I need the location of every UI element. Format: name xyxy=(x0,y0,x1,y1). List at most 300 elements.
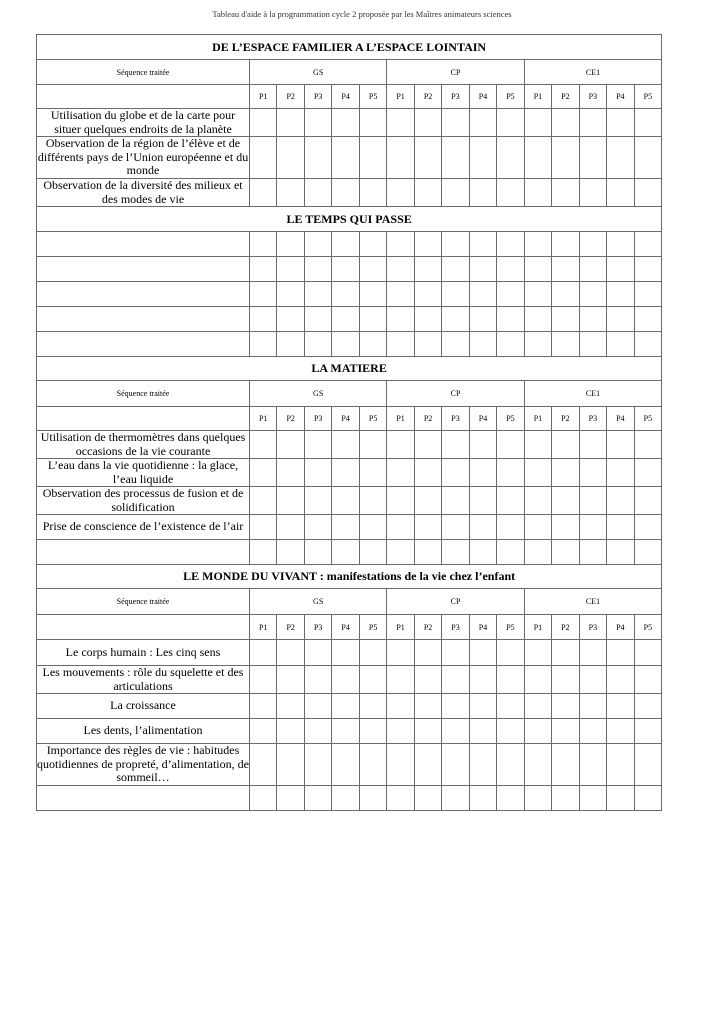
period-cell xyxy=(552,786,579,811)
empty-cell xyxy=(37,85,250,109)
period-cell xyxy=(607,232,634,257)
sequence-label: Les mouvements : rôle du squelette et des articulations xyxy=(37,666,250,694)
sequence-label xyxy=(37,786,250,811)
period-cell xyxy=(579,640,606,666)
section-title: LE MONDE DU VIVANT : manifestations de la vie chez l’enfant xyxy=(37,565,662,589)
period-cell xyxy=(442,282,469,307)
period-cell xyxy=(332,540,359,565)
period-header: P4 xyxy=(332,615,359,640)
period-cell xyxy=(332,431,359,459)
period-cell xyxy=(497,332,524,357)
period-header-row xyxy=(37,615,662,640)
period-cell xyxy=(414,332,441,357)
period-cell xyxy=(579,109,606,137)
table-row xyxy=(37,431,662,459)
period-cell xyxy=(277,431,304,459)
period-cell xyxy=(524,282,551,307)
empty-cell xyxy=(37,407,250,431)
period-cell xyxy=(524,137,551,179)
period-cell xyxy=(304,431,331,459)
period-cell xyxy=(304,137,331,179)
period-cell xyxy=(304,487,331,515)
period-cell xyxy=(304,232,331,257)
section-title: LE TEMPS QUI PASSE xyxy=(37,207,662,232)
period-cell xyxy=(250,694,277,719)
period-cell xyxy=(469,666,496,694)
table-row xyxy=(37,515,662,540)
period-cell xyxy=(359,786,386,811)
period-cell xyxy=(442,459,469,487)
period-header: P2 xyxy=(552,615,579,640)
period-cell xyxy=(250,744,277,786)
period-cell xyxy=(442,515,469,540)
period-cell xyxy=(552,459,579,487)
period-cell xyxy=(414,540,441,565)
period-cell xyxy=(607,786,634,811)
sequence-label: Prise de conscience de l’existence de l’air xyxy=(37,515,250,540)
period-header: P1 xyxy=(524,407,551,431)
period-cell xyxy=(469,540,496,565)
period-cell xyxy=(359,694,386,719)
period-cell xyxy=(277,109,304,137)
period-header: P5 xyxy=(359,615,386,640)
period-header: P2 xyxy=(277,615,304,640)
period-cell xyxy=(387,307,414,332)
empty-cell xyxy=(37,615,250,640)
period-header: P1 xyxy=(250,85,277,109)
period-cell xyxy=(524,257,551,282)
period-cell xyxy=(250,232,277,257)
period-header: P1 xyxy=(524,615,551,640)
period-cell xyxy=(359,719,386,744)
period-cell xyxy=(332,332,359,357)
period-cell xyxy=(469,137,496,179)
period-cell xyxy=(250,257,277,282)
sequence-label: Importance des règles de vie : habitudes quotidiennes de propreté, d’alimentation, de sommeil… xyxy=(37,743,249,785)
period-cell xyxy=(634,282,662,307)
period-cell xyxy=(607,540,634,565)
section-title: DE L’ESPACE FAMILIER A L’ESPACE LOINTAIN xyxy=(37,35,662,60)
period-cell xyxy=(579,666,606,694)
period-cell xyxy=(414,719,441,744)
period-cell xyxy=(414,137,441,179)
period-cell xyxy=(277,719,304,744)
sequence-label xyxy=(37,257,250,282)
period-cell xyxy=(387,640,414,666)
period-header: P5 xyxy=(497,407,524,431)
period-cell xyxy=(469,744,496,786)
period-cell xyxy=(634,459,662,487)
period-header: P3 xyxy=(442,615,469,640)
table-row xyxy=(37,694,662,719)
period-cell xyxy=(469,640,496,666)
period-cell xyxy=(552,744,579,786)
level-header: GS xyxy=(250,60,387,85)
period-cell xyxy=(497,459,524,487)
period-cell xyxy=(634,109,662,137)
period-header: P2 xyxy=(414,407,441,431)
period-cell xyxy=(634,694,662,719)
period-cell xyxy=(414,515,441,540)
period-cell xyxy=(359,540,386,565)
period-cell xyxy=(250,431,277,459)
sequence-label: L’eau dans la vie quotidienne : la glace, l’eau liquide xyxy=(37,459,250,487)
period-cell xyxy=(524,666,551,694)
period-cell xyxy=(607,487,634,515)
period-cell xyxy=(524,515,551,540)
period-cell xyxy=(414,640,441,666)
table-row xyxy=(37,540,662,565)
period-cell xyxy=(469,694,496,719)
period-cell xyxy=(579,786,606,811)
period-cell xyxy=(552,257,579,282)
level-header: GS xyxy=(250,381,387,407)
period-header: P1 xyxy=(387,85,414,109)
period-cell xyxy=(524,109,551,137)
period-cell xyxy=(579,515,606,540)
period-cell xyxy=(524,232,551,257)
period-cell xyxy=(277,232,304,257)
level-header-row xyxy=(37,60,662,85)
period-cell xyxy=(359,431,386,459)
period-cell xyxy=(607,431,634,459)
period-cell xyxy=(579,179,606,207)
period-cell xyxy=(469,109,496,137)
period-cell xyxy=(442,540,469,565)
period-cell xyxy=(304,719,331,744)
period-cell xyxy=(250,459,277,487)
period-cell xyxy=(634,431,662,459)
period-cell xyxy=(634,232,662,257)
period-cell xyxy=(304,282,331,307)
period-cell xyxy=(579,307,606,332)
period-cell xyxy=(250,179,277,207)
period-header: P5 xyxy=(497,85,524,109)
period-cell xyxy=(607,459,634,487)
period-cell xyxy=(497,307,524,332)
period-cell xyxy=(497,179,524,207)
period-header: P5 xyxy=(634,85,662,109)
sequence-label: Les dents, l’alimentation xyxy=(37,719,250,744)
period-cell xyxy=(387,540,414,565)
period-cell xyxy=(634,640,662,666)
period-cell xyxy=(277,307,304,332)
sequence-label xyxy=(37,332,250,357)
period-cell xyxy=(387,666,414,694)
period-cell xyxy=(304,640,331,666)
sequence-label: Utilisation de thermomètres dans quelques occasions de la vie courante xyxy=(37,431,250,459)
period-cell xyxy=(332,744,359,786)
period-cell xyxy=(579,540,606,565)
period-cell xyxy=(469,307,496,332)
period-cell xyxy=(497,694,524,719)
period-cell xyxy=(497,640,524,666)
period-cell xyxy=(414,307,441,332)
period-cell xyxy=(414,179,441,207)
period-cell xyxy=(442,640,469,666)
period-cell xyxy=(250,282,277,307)
period-cell xyxy=(332,179,359,207)
period-cell xyxy=(497,109,524,137)
table-row xyxy=(37,109,662,137)
period-header: P5 xyxy=(359,85,386,109)
period-header: P1 xyxy=(524,85,551,109)
period-cell xyxy=(552,431,579,459)
period-cell xyxy=(387,332,414,357)
period-cell xyxy=(524,459,551,487)
period-cell xyxy=(387,179,414,207)
period-cell xyxy=(469,179,496,207)
sequence-header: Séquence traitée xyxy=(37,381,250,407)
period-cell xyxy=(634,744,662,786)
period-cell xyxy=(359,179,386,207)
period-cell xyxy=(414,666,441,694)
period-header: P1 xyxy=(387,407,414,431)
period-cell xyxy=(579,282,606,307)
period-cell xyxy=(414,431,441,459)
period-cell xyxy=(469,719,496,744)
period-cell xyxy=(634,786,662,811)
period-cell xyxy=(552,179,579,207)
period-cell xyxy=(277,515,304,540)
section-title-row xyxy=(37,207,662,232)
period-cell xyxy=(332,459,359,487)
sequence-label: Utilisation du globe et de la carte pour situer quelques endroits de la planète xyxy=(37,109,250,137)
period-cell xyxy=(607,179,634,207)
page-header-note: Tableau d'aide à la programmation cycle 2 proposée par les Maîtres animateurs sciences xyxy=(212,10,512,19)
period-cell xyxy=(634,137,662,179)
period-cell xyxy=(277,640,304,666)
period-cell xyxy=(634,257,662,282)
period-cell xyxy=(332,719,359,744)
section-title: LA MATIERE xyxy=(37,357,662,381)
period-cell xyxy=(552,540,579,565)
table-row xyxy=(37,332,662,357)
period-cell xyxy=(332,487,359,515)
period-cell xyxy=(304,744,331,786)
period-header: P2 xyxy=(414,85,441,109)
period-cell xyxy=(497,282,524,307)
period-cell xyxy=(304,540,331,565)
sequence-label xyxy=(37,307,250,332)
period-cell xyxy=(387,431,414,459)
period-header: P1 xyxy=(250,615,277,640)
period-header: P1 xyxy=(250,407,277,431)
period-cell xyxy=(497,257,524,282)
period-cell xyxy=(277,786,304,811)
period-header: P5 xyxy=(497,615,524,640)
table-row xyxy=(37,744,662,786)
period-cell xyxy=(359,257,386,282)
period-cell xyxy=(442,719,469,744)
period-cell xyxy=(332,786,359,811)
period-cell xyxy=(387,694,414,719)
table-row xyxy=(37,666,662,694)
period-cell xyxy=(634,540,662,565)
period-cell xyxy=(414,257,441,282)
period-cell xyxy=(607,257,634,282)
period-cell xyxy=(332,109,359,137)
period-cell xyxy=(579,137,606,179)
sequence-label: Observation de la région de l’élève et de différents pays de l’Union européenne et du monde xyxy=(37,136,249,178)
period-cell xyxy=(277,179,304,207)
period-cell xyxy=(497,540,524,565)
period-cell xyxy=(304,109,331,137)
period-cell xyxy=(414,487,441,515)
period-cell xyxy=(524,332,551,357)
period-cell xyxy=(277,332,304,357)
period-cell xyxy=(579,487,606,515)
period-cell xyxy=(607,307,634,332)
period-cell xyxy=(332,694,359,719)
period-cell xyxy=(634,307,662,332)
period-cell xyxy=(442,232,469,257)
period-cell xyxy=(387,459,414,487)
period-cell xyxy=(442,694,469,719)
period-cell xyxy=(387,257,414,282)
period-cell xyxy=(250,640,277,666)
period-cell xyxy=(277,282,304,307)
level-header: CE1 xyxy=(524,381,662,407)
period-cell xyxy=(524,640,551,666)
period-cell xyxy=(414,786,441,811)
period-cell xyxy=(387,109,414,137)
period-header: P5 xyxy=(634,407,662,431)
period-cell xyxy=(387,744,414,786)
period-cell xyxy=(497,487,524,515)
period-cell xyxy=(552,666,579,694)
period-cell xyxy=(607,719,634,744)
period-cell xyxy=(442,137,469,179)
period-cell xyxy=(497,232,524,257)
period-cell xyxy=(524,744,551,786)
period-cell xyxy=(250,109,277,137)
period-cell xyxy=(304,307,331,332)
level-header: CP xyxy=(387,381,524,407)
period-header: P4 xyxy=(607,615,634,640)
period-cell xyxy=(359,640,386,666)
period-cell xyxy=(442,786,469,811)
period-cell xyxy=(497,666,524,694)
period-cell xyxy=(579,232,606,257)
period-cell xyxy=(387,137,414,179)
period-cell xyxy=(552,232,579,257)
table-row xyxy=(37,179,662,207)
period-cell xyxy=(442,744,469,786)
period-cell xyxy=(607,694,634,719)
period-cell xyxy=(552,487,579,515)
period-cell xyxy=(579,694,606,719)
period-cell xyxy=(332,515,359,540)
period-cell xyxy=(304,257,331,282)
period-header: P4 xyxy=(469,85,496,109)
period-cell xyxy=(442,487,469,515)
period-header: P4 xyxy=(469,407,496,431)
period-cell xyxy=(332,640,359,666)
period-cell xyxy=(607,666,634,694)
period-cell xyxy=(250,666,277,694)
sequence-label: Observation de la diversité des milieux et des modes de vie xyxy=(37,179,250,207)
period-cell xyxy=(497,515,524,540)
period-cell xyxy=(359,307,386,332)
period-header: P3 xyxy=(579,615,606,640)
period-cell xyxy=(524,487,551,515)
period-cell xyxy=(579,431,606,459)
period-header: P3 xyxy=(442,85,469,109)
period-header-row xyxy=(37,407,662,431)
period-cell xyxy=(552,282,579,307)
period-cell xyxy=(359,666,386,694)
period-cell xyxy=(497,744,524,786)
period-cell xyxy=(634,515,662,540)
period-header: P3 xyxy=(579,407,606,431)
period-cell xyxy=(497,719,524,744)
period-cell xyxy=(277,137,304,179)
period-cell xyxy=(250,307,277,332)
period-cell xyxy=(607,109,634,137)
period-cell xyxy=(277,694,304,719)
period-header: P3 xyxy=(304,85,331,109)
period-header: P2 xyxy=(277,407,304,431)
period-cell xyxy=(552,719,579,744)
period-cell xyxy=(414,694,441,719)
table-row xyxy=(37,257,662,282)
table-row xyxy=(37,786,662,811)
period-cell xyxy=(607,137,634,179)
period-cell xyxy=(469,459,496,487)
period-cell xyxy=(442,109,469,137)
period-cell xyxy=(579,332,606,357)
period-cell xyxy=(277,744,304,786)
level-header-row xyxy=(37,589,662,615)
section-title-row xyxy=(37,357,662,381)
period-cell xyxy=(524,786,551,811)
period-cell xyxy=(414,232,441,257)
period-cell xyxy=(304,332,331,357)
sequence-label: La croissance xyxy=(37,694,250,719)
table-row xyxy=(37,487,662,515)
level-header-row xyxy=(37,381,662,407)
period-header: P5 xyxy=(634,615,662,640)
period-cell xyxy=(552,640,579,666)
table-body xyxy=(37,35,662,811)
period-cell xyxy=(579,744,606,786)
period-cell xyxy=(359,459,386,487)
period-header: P3 xyxy=(304,615,331,640)
period-cell xyxy=(469,431,496,459)
period-cell xyxy=(277,666,304,694)
period-cell xyxy=(359,232,386,257)
period-cell xyxy=(277,257,304,282)
period-cell xyxy=(250,332,277,357)
period-header: P1 xyxy=(387,615,414,640)
period-header: P3 xyxy=(304,407,331,431)
period-cell xyxy=(414,459,441,487)
period-cell xyxy=(250,487,277,515)
period-cell xyxy=(332,257,359,282)
sequence-label xyxy=(37,232,250,257)
period-header: P2 xyxy=(414,615,441,640)
period-cell xyxy=(442,431,469,459)
table-row xyxy=(37,640,662,666)
period-header: P4 xyxy=(469,615,496,640)
sequence-label: Le corps humain : Les cinq sens xyxy=(37,640,250,666)
sequence-header: Séquence traitée xyxy=(37,589,250,615)
period-cell xyxy=(497,431,524,459)
period-cell xyxy=(552,694,579,719)
period-cell xyxy=(579,719,606,744)
period-cell xyxy=(332,307,359,332)
